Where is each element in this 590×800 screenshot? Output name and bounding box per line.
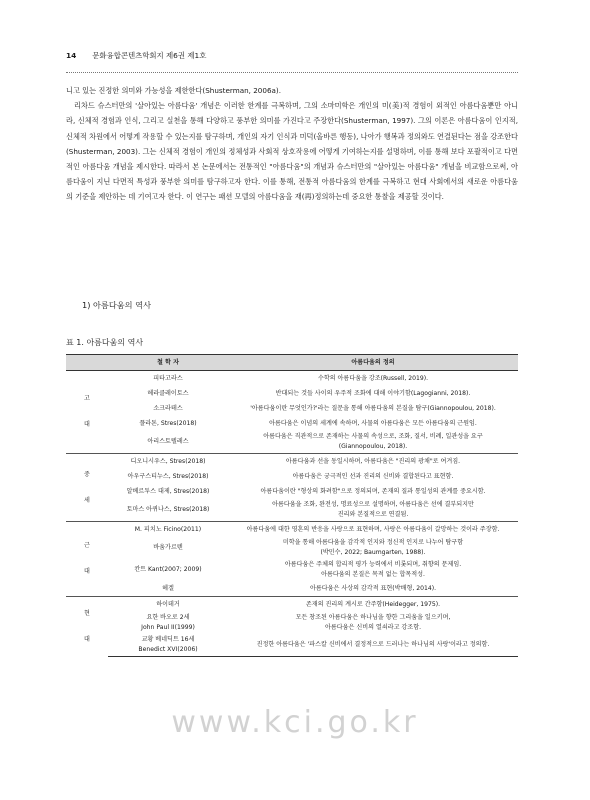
definition-cell — [228, 371, 518, 387]
definition-line: 모든 창조된 아름다움은 하나님을 향한 그리움을 일으키며, — [295, 614, 451, 621]
section-heading: 1) 아름다움의 역사 — [82, 300, 151, 310]
era-char: 중 — [84, 470, 90, 478]
definition-cell — [228, 469, 518, 484]
table-header-era — [66, 355, 108, 371]
era-cell — [66, 522, 108, 597]
philosopher-line: 칸트 Kant(2007; 2009) — [134, 566, 202, 573]
table-row — [66, 537, 518, 559]
era-char: 세 — [84, 496, 90, 504]
philosopher-line: 알베르투스 대제, Stres(2018) — [126, 487, 210, 495]
definition-line: 아름다움과 선을 동일시하며, 아름다움은 "진리의 광채"로 여겨짐. — [285, 457, 461, 465]
philosopher-cell — [108, 431, 228, 454]
definition-cell — [228, 484, 518, 499]
philosopher-line: 헤겔 — [162, 584, 174, 592]
philosopher-cell — [108, 469, 228, 484]
history-table — [66, 354, 518, 657]
table-row — [66, 469, 518, 484]
era-char: 고 — [84, 395, 90, 402]
era-cell — [66, 454, 108, 522]
definition-line: 아름다움은 궁극적인 선과 진리의 신비와 결합된다고 표현함. — [292, 472, 454, 480]
philosopher-cell — [108, 371, 228, 387]
philosopher-line: Benedict XVI(2006) — [138, 646, 198, 653]
philosopher-line: John Paul II(1999) — [141, 624, 195, 631]
table-row — [66, 454, 518, 470]
table-caption: 표 1. 아름다움의 역사 — [66, 338, 144, 347]
philosopher-line: 아리스토텔레스 — [147, 438, 189, 445]
philosopher-line: 소크라테스 — [153, 404, 183, 412]
table-row — [66, 484, 518, 499]
table-row — [66, 386, 518, 401]
table-row — [66, 431, 518, 454]
philosopher-line: M. 피치노 Ficino(2011) — [134, 525, 202, 533]
body-text — [66, 83, 518, 205]
philosopher-cell — [108, 597, 228, 613]
header-divider — [66, 72, 518, 73]
definition-line: 미학을 통해 아름다움을 감각적 인지와 정신적 인지로 나누어 탐구함 — [282, 539, 464, 546]
definition-line: (박민수, 2022; Baumgarten, 1988). — [320, 549, 426, 556]
definition-line: 아름다움은 사상의 감각적 표현(박배형, 2014). — [309, 584, 437, 592]
definition-cell — [228, 499, 518, 522]
definition-cell — [228, 612, 518, 634]
philosopher-cell — [108, 537, 228, 559]
definition-cell — [228, 559, 518, 581]
definition-cell — [228, 401, 518, 416]
definition-line: (Giannopoulou, 2018). — [338, 443, 408, 450]
definition-line: 아름다움에 대한 영혼의 반응을 사랑으로 표현하며, 사랑은 아름다움이 갈망하는 것이라 주장함. — [246, 525, 500, 533]
definition-cell — [228, 431, 518, 454]
table-header-row — [66, 355, 518, 371]
philosopher-line: 요한 바오로 2세 — [146, 614, 190, 621]
philosopher-cell — [108, 401, 228, 416]
definition-line: 아름다움을 조화, 완전성, 명료성으로 설명하며, 아름다움은 선에 결부되지만 — [272, 501, 474, 508]
philosopher-line: 바움가르텐 — [153, 544, 183, 551]
table-row — [66, 634, 518, 657]
philosopher-cell — [108, 484, 228, 499]
table-row — [66, 499, 518, 522]
era-char: 대 — [84, 568, 90, 575]
definition-cell — [228, 454, 518, 470]
era-cell — [66, 371, 108, 454]
philosopher-cell — [108, 634, 228, 657]
philosopher-line: 교황 베네딕트 16세 — [141, 636, 195, 643]
table-row — [66, 612, 518, 634]
definition-line: 반대되는 것들 사이의 우주적 조화에 대해 이야기함(Lagogianni, 2018). — [275, 389, 471, 397]
definition-cell — [228, 597, 518, 613]
philosopher-line: 디오니시우스, Stres(2018) — [130, 457, 206, 465]
philosopher-cell — [108, 522, 228, 538]
philosopher-cell — [108, 559, 228, 581]
table-row — [66, 559, 518, 581]
philosopher-line: 헤라클레이토스 — [147, 389, 189, 397]
table-row — [66, 581, 518, 597]
page-header — [66, 50, 518, 61]
definition-cell — [228, 634, 518, 657]
watermark: www.kci.go.kr — [171, 705, 419, 740]
definition-line: 아름다움은 이념의 세계에 속하며, 사물의 아름다움은 모든 아름다움의 근원임. — [269, 419, 477, 427]
philosopher-cell — [108, 612, 228, 634]
philosopher-line: 피타고라스 — [153, 374, 183, 382]
definition-line: 아름다움의 본질은 목적 없는 합목적성. — [321, 571, 425, 578]
era-char: 대 — [84, 635, 90, 643]
definition-line: 아름다움은 주체의 합리적 평가 능력에서 비롯되며, 취향의 문제임. — [284, 561, 462, 568]
page-number: 14 — [66, 51, 77, 60]
philosopher-cell — [108, 454, 228, 470]
table-header-philosopher: 철 학 자 — [108, 355, 228, 371]
table-row — [66, 371, 518, 387]
paragraph: 니고 있는 진정한 의미와 가능성을 제한한다(Shusterman, 2006a). — [66, 86, 282, 95]
definition-line: '아름다움이란 무엇인가?'라는 질문을 통해 아름다움의 본질을 탐구(Giannopoulou, 2018). — [250, 404, 496, 412]
definition-cell — [228, 522, 518, 538]
paragraph: 리차드 슈스터만의 '살아있는 아름다움' 개념은 이러한 한계를 극복하며, 그의 소마미학은 개인의 미(美)적 경험이 외적인 아름다움뿐만 아니라, 신체적 경험과 인식, 그리고 실천을 통해 다양하고 풍부한 의미를 가진다고 주장한다(Shusterman, 1997). 그의 이론은 아름다움이 인지적, 신체적 차원에서 어떻게 작용할 수 있는지를 탐구하며, 개인의 자기 인식과 미덕(올바른 행동), 나아가 행복과 정의와도 연결된다는 점을 강조한다(Shusterman, 2003). 그는 신체적 경험이 개인의 정체성과 사회적 상호작용에 어떻게 기여하는지를 설명하며, 이를 통해 보다 포괄적이고 다면적인 아름다움 개념을 제시한다. 따라서 본 논문에서는 전통적인 "아름다움"의 개념과 슈스터만의 "살아있는 아름다움" 개념을 비교함으로써, 아름다움이 지닌 다면적 특성과 풍부한 의미를 탐구하고자 한다. 이를 통해, 전통적 아름다움의 한계를 극복하고 현대 사회에서의 새로운 아름다움의 기준을 제안하는 데 기여고자 한다. 이 연구는 패션 모델의 아름다움을 재(再)정의하는데 중요한 통찰을 제공할 것이다. — [66, 101, 518, 202]
definition-line: 수학의 아름다움을 강조(Russell, 2019). — [317, 374, 429, 382]
definition-cell — [228, 386, 518, 401]
philosopher-line: 토마스 아퀴나스, Stres(2018) — [126, 506, 210, 513]
philosopher-cell — [108, 416, 228, 431]
era-char: 근 — [84, 542, 90, 549]
definition-line: 아름다움은 직관적으로 존재하는 사물의 속성으로, 조화, 질서, 비례, 일관성을 요구 — [263, 433, 483, 440]
era-char: 대 — [84, 421, 90, 428]
definition-line: 진리와 본질적으로 연결됨. — [337, 511, 409, 518]
journal-title: 문화융합콘텐츠학회지 제6권 제1호 — [92, 51, 207, 60]
table-row — [66, 522, 518, 538]
definition-cell — [228, 416, 518, 431]
era-cell — [66, 597, 108, 657]
table-row — [66, 597, 518, 613]
table-row — [66, 416, 518, 431]
definition-cell — [228, 581, 518, 597]
definition-line: 진정한 아름다움은 '파스칼 신비에서 결정적으로 드러나는 하나님의 사랑'이라고 정의함. — [256, 641, 490, 648]
philosopher-cell — [108, 386, 228, 401]
philosopher-line: 플라톤, Stres(2018) — [139, 419, 197, 427]
definition-line: 존재의 진리의 계시로 간주함(Heidegger, 1975). — [305, 600, 441, 608]
philosopher-line: 아우구스티누스, Stres(2018) — [127, 472, 209, 480]
table-body — [66, 371, 518, 657]
philosopher-cell — [108, 581, 228, 597]
definition-line: 아름다움이란 "형상의 화려함"으로 정의되며, 존재의 질과 통일성의 관계를 중요시함. — [260, 487, 486, 495]
definition-line: 아름다움은 신비의 열쇠라고 강조함. — [324, 624, 422, 631]
table-row — [66, 401, 518, 416]
table-header-definition: 아름다움의 정의 — [228, 355, 518, 371]
philosopher-cell — [108, 499, 228, 522]
definition-cell — [228, 537, 518, 559]
philosopher-line: 하이데거 — [156, 600, 180, 608]
era-char: 현 — [84, 609, 90, 617]
